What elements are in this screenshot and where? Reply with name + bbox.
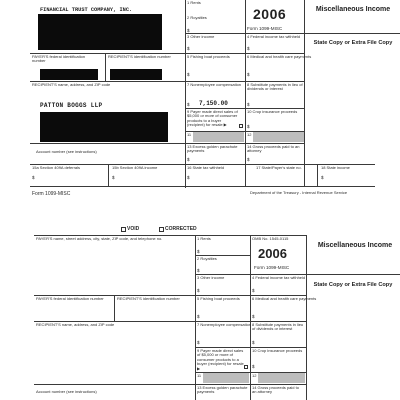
box9-label-b: 9 Payer made direct sales of $5,000 or more of consumer products to a buyer (recipient) for resale ▶ (197, 348, 244, 371)
corrected-checkbox[interactable] (159, 227, 164, 232)
box2-dollar: $ (187, 28, 190, 33)
payer-fed-id-label: PAYER'S federal identification number (32, 54, 86, 64)
account-label-b: Account number (see instructions) (36, 389, 97, 394)
box5-label: 5 Fishing boat proceeds (187, 54, 230, 59)
form-title-b: Miscellaneous Income (317, 242, 393, 249)
box11-label: 11 (187, 132, 192, 137)
box18-label: 18 State income (321, 165, 350, 170)
tax-year: 2006 (253, 6, 287, 22)
box11-shaded (193, 132, 244, 142)
form-title: Miscellaneous Income (315, 6, 391, 13)
box10-label-b: 10 Crop insurance proceeds (252, 348, 303, 353)
form-number-b: Form 1099-MISC (254, 265, 290, 270)
box12-label: 12 (247, 132, 252, 137)
box16-label: 16 State tax withheld (187, 165, 225, 170)
box1-label: 1 Rents (187, 0, 201, 5)
box13-label: 13 Excess golden parachute payments (187, 144, 238, 154)
box15b-label: 15b Section 409A income (112, 165, 158, 170)
payer-name-typed: FINANCIAL TRUST COMPANY, INC. (40, 7, 133, 13)
box1-label-b: 1 Rents (197, 236, 211, 241)
redaction-payer-id (40, 69, 98, 80)
box7-label-b: 7 Nonemployee compensation (197, 322, 252, 327)
recipient-address-label: RECIPIENT'S name, address, and ZIP code (32, 82, 111, 87)
box5-label-b: 5 Fishing boat proceeds (197, 296, 240, 301)
copy-label-b: State Copy or Extra File Copy (313, 282, 393, 288)
recipient-name-typed: PATTON BOGGS LLP (40, 102, 103, 109)
box4-label-b: 4 Federal income tax withheld (252, 275, 306, 280)
box7-value: 7,150.00 (199, 100, 228, 107)
box6-label: 6 Medical and health care payments (247, 54, 312, 59)
form-number: Form 1099-MISC (247, 26, 283, 31)
omb-number: OMB No. 1545-0115 (252, 236, 289, 241)
redaction-payer-address (38, 14, 162, 50)
box8-label-b: 8 Substitute payments in lieu of dividends or interest (252, 322, 304, 332)
box15a-label: 15a Section 409A deferrals (32, 165, 81, 170)
box14-label: 14 Gross proceeds paid to an attorney (247, 144, 300, 154)
payer-fed-id-label-b: PAYER'S federal identification number (36, 296, 104, 301)
redaction-recipient-id (110, 69, 162, 80)
box13-label-b: 13 Excess golden parachute payments (197, 385, 248, 395)
corrected-label: CORRECTED (165, 226, 197, 232)
box3-label: 3 Other income (187, 34, 215, 39)
void-label: VOID (127, 226, 140, 232)
box12-label-b: 12 (252, 373, 257, 378)
redaction-recipient-address (40, 112, 168, 142)
tax-year-b: 2006 (258, 246, 287, 261)
footer-form-number: Form 1099-MISC (32, 191, 71, 197)
payer-header: PAYER'S name, street address, city, state, ZIP code, and telephone no. (36, 236, 163, 241)
void-checkbox[interactable] (121, 227, 126, 232)
box4-label: 4 Federal income tax withheld (247, 34, 301, 39)
box6-label-b: 6 Medical and health care payments (252, 296, 317, 301)
box12-shaded (253, 132, 304, 142)
footer-agency: Department of the Treasury - Internal Revenue Service (250, 190, 348, 195)
box17-label: 17 State/Payer's state no. (256, 165, 302, 170)
recipient-address-label-b: RECIPIENT'S name, address, and ZIP code (36, 322, 115, 327)
recipient-id-label: RECIPIENT'S identification number (108, 54, 171, 59)
form-1099-misc-bottom: VOID CORRECTED PAYER'S name, street address, city, state, ZIP code, and telephone no. 1 Rents $ OMB No. 1545-0115 2006 Form 1099-MISC Miscellaneous Income 2 Royalties $ 3 Other income 4 Federal income tax withheld $ $ State Copy or Extra File Copy PAYER'S federal identification number RECIPIENT'S identification number 5 Fishing boat proceeds 6 Medical and health care payments $ $ RECIPIENT'S name, address, and ZIP code 7 Nonemployee compensation 8 Substitute payments in lieu of dividends or interest $ $ 9 Payer made direct sales of $5,000 or more of consumer products to a buyer (recipient) for resale ▶ 10 Crop insurance proceeds $ 11 12 Account number (see instructions) 13 Excess golden parachute payments 14 Gross proceeds paid to an attorney (0, 218, 400, 400)
account-label: Account number (see instructions) (36, 149, 97, 154)
box7-label: 7 Nonemployee compensation (187, 82, 242, 87)
box2-label-b: 2 Royalties (197, 256, 217, 261)
box10-label: 10 Crop insurance proceeds (247, 109, 298, 114)
box9-label: 9 Payer made direct sales of $5,000 or more of consumer products to a buyer (recipient) for resale ▶ (187, 109, 238, 128)
form-1099-misc-top: FINANCIAL TRUST COMPANY, INC. 1 Rents 2 Royalties $ 2006 Form 1099-MISC Miscellaneous Income 3 Other income 4 Federal income tax withheld $ $ State Copy or Extra File Copy PAYER'S federal identification number RECIPIENT'S identification number 5 Fishing boat proceeds 6 Medical and health care payments $ $ RECIPIENT'S name, address, and ZIP code PATTON BOGGS LLP 7 Nonemployee compensation 7,150.00 $ 8 Substitute payments in lieu of dividends or interest $ 9 Payer made direct sales of $5,000 or more of consumer products to a buyer (recipient) for resale ▶ 10 Crop insurance proceeds $ 11 12 Account number (see instructions) 13 Excess golden parachute payments 14 Gross proceeds paid to an attorney $ $ 15a Section 409A deferrals 15b Section 409A income 16 State tax withheld 17 State/Payer's state no. 18 State income $ $ $ $ Form 1099-MISC Department of the Treasury - Internal Revenue Service (0, 0, 400, 200)
recipient-id-label-b: RECIPIENT'S identification number (117, 296, 180, 301)
box8-label: 8 Substitute payments in lieu of dividends or interest (247, 82, 303, 92)
box3-label-b: 3 Other income (197, 275, 225, 280)
box14-label-b: 14 Gross proceeds paid to an attorney (252, 385, 299, 395)
box9-checkbox-b[interactable] (244, 365, 248, 369)
box11-label-b: 11 (197, 373, 202, 378)
box2-label: 2 Royalties (187, 15, 207, 20)
box9-checkbox[interactable] (239, 124, 243, 128)
copy-label: State Copy or Extra File Copy (313, 40, 393, 46)
